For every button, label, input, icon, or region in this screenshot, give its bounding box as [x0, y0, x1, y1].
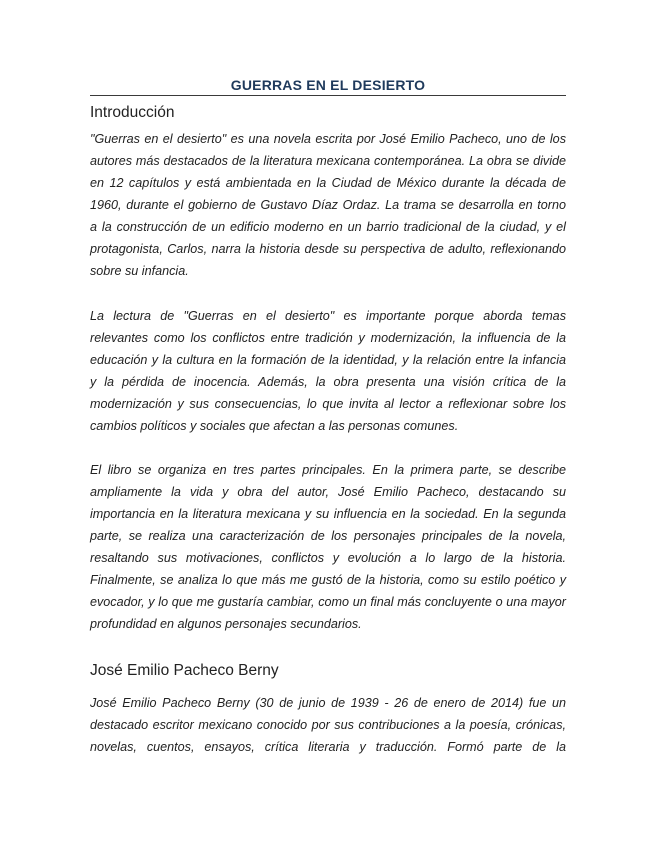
paragraph-line: a la construcción de un edificio moderno en un barrio tradicional de la ciudad, y el [90, 220, 566, 234]
paragraph-line: y la pérdida de inocencia. Además, la obra presenta una visión crítica de la [90, 375, 566, 389]
title-divider [90, 95, 566, 96]
paragraph-line: modernización y sus consecuencias, lo que invita al lector a reflexionar sobre los [90, 397, 566, 411]
paragraph-line: Finalmente, se analiza lo que más me gustó de la historia, como su estilo poético y [90, 573, 566, 587]
paragraph-line: importancia en la literatura mexicana y su influencia en la sociedad. En la segunda [90, 507, 566, 521]
paragraph-line: educación y la cultura en la formación de la identidad, y la relación entre la infancia [90, 353, 566, 367]
paragraph-line: La lectura de "Guerras en el desierto" es importante porque aborda temas [90, 309, 566, 323]
author-paragraph-1 [90, 692, 566, 758]
paragraph-line: destacado escritor mexicano conocido por sus contribuciones a la poesía, crónicas, [90, 718, 566, 732]
paragraph-line: ampliamente la vida y obra del autor, José Emilio Pacheco, destacando su [90, 485, 566, 499]
paragraph-line: José Emilio Pacheco Berny (30 de junio de 1939 - 26 de enero de 2014) fue un [90, 696, 566, 710]
paragraph-line: 1960, durante el gobierno de Gustavo Díaz Ordaz. La trama se desarrolla en torno [90, 198, 566, 212]
paragraph-line: en 12 capítulos y está ambientada en la Ciudad de México durante la década de [90, 176, 566, 190]
intro-paragraph-2 [90, 305, 566, 437]
paragraph-line: El libro se organiza en tres partes principales. En la primera parte, se describe [90, 463, 566, 477]
paragraph-line: evocador, y lo que me gustaría cambiar, como un final más concluyente o una mayor [90, 595, 566, 609]
paragraph-line: resaltando sus motivaciones, conflictos y evolución a lo largo de la historia. [90, 551, 566, 565]
intro-paragraph-1 [90, 128, 566, 282]
paragraph-line: parte, se realiza una caracterización de los personajes principales de la novela, [90, 529, 566, 543]
section-heading-introduccion: Introducción [90, 104, 175, 121]
paragraph-line: novelas, cuentos, ensayos, crítica literaria y traducción. Formó parte de la [90, 740, 566, 754]
paragraph-line: relevantes como los conflictos entre tradición y modernización, la influencia de la [90, 331, 566, 345]
document-title: GUERRAS EN EL DESIERTO [230, 77, 426, 93]
paragraph-line: autores más destacados de la literatura mexicana contemporánea. La obra se divide [90, 154, 566, 168]
paragraph-line: profundidad en algunos personajes secundarios. [90, 617, 362, 631]
paragraph-line: protagonista, Carlos, narra la historia desde su perspectiva de adulto, reflexionando [90, 242, 566, 256]
section-heading-author: José Emilio Pacheco Berny [90, 662, 279, 679]
paragraph-line: "Guerras en el desierto" es una novela escrita por José Emilio Pacheco, uno de los [90, 132, 566, 146]
paragraph-line: sobre su infancia. [90, 264, 189, 278]
paragraph-line: cambios políticos y sociales que afectan a las personas comunes. [90, 419, 459, 433]
intro-paragraph-3 [90, 459, 566, 635]
